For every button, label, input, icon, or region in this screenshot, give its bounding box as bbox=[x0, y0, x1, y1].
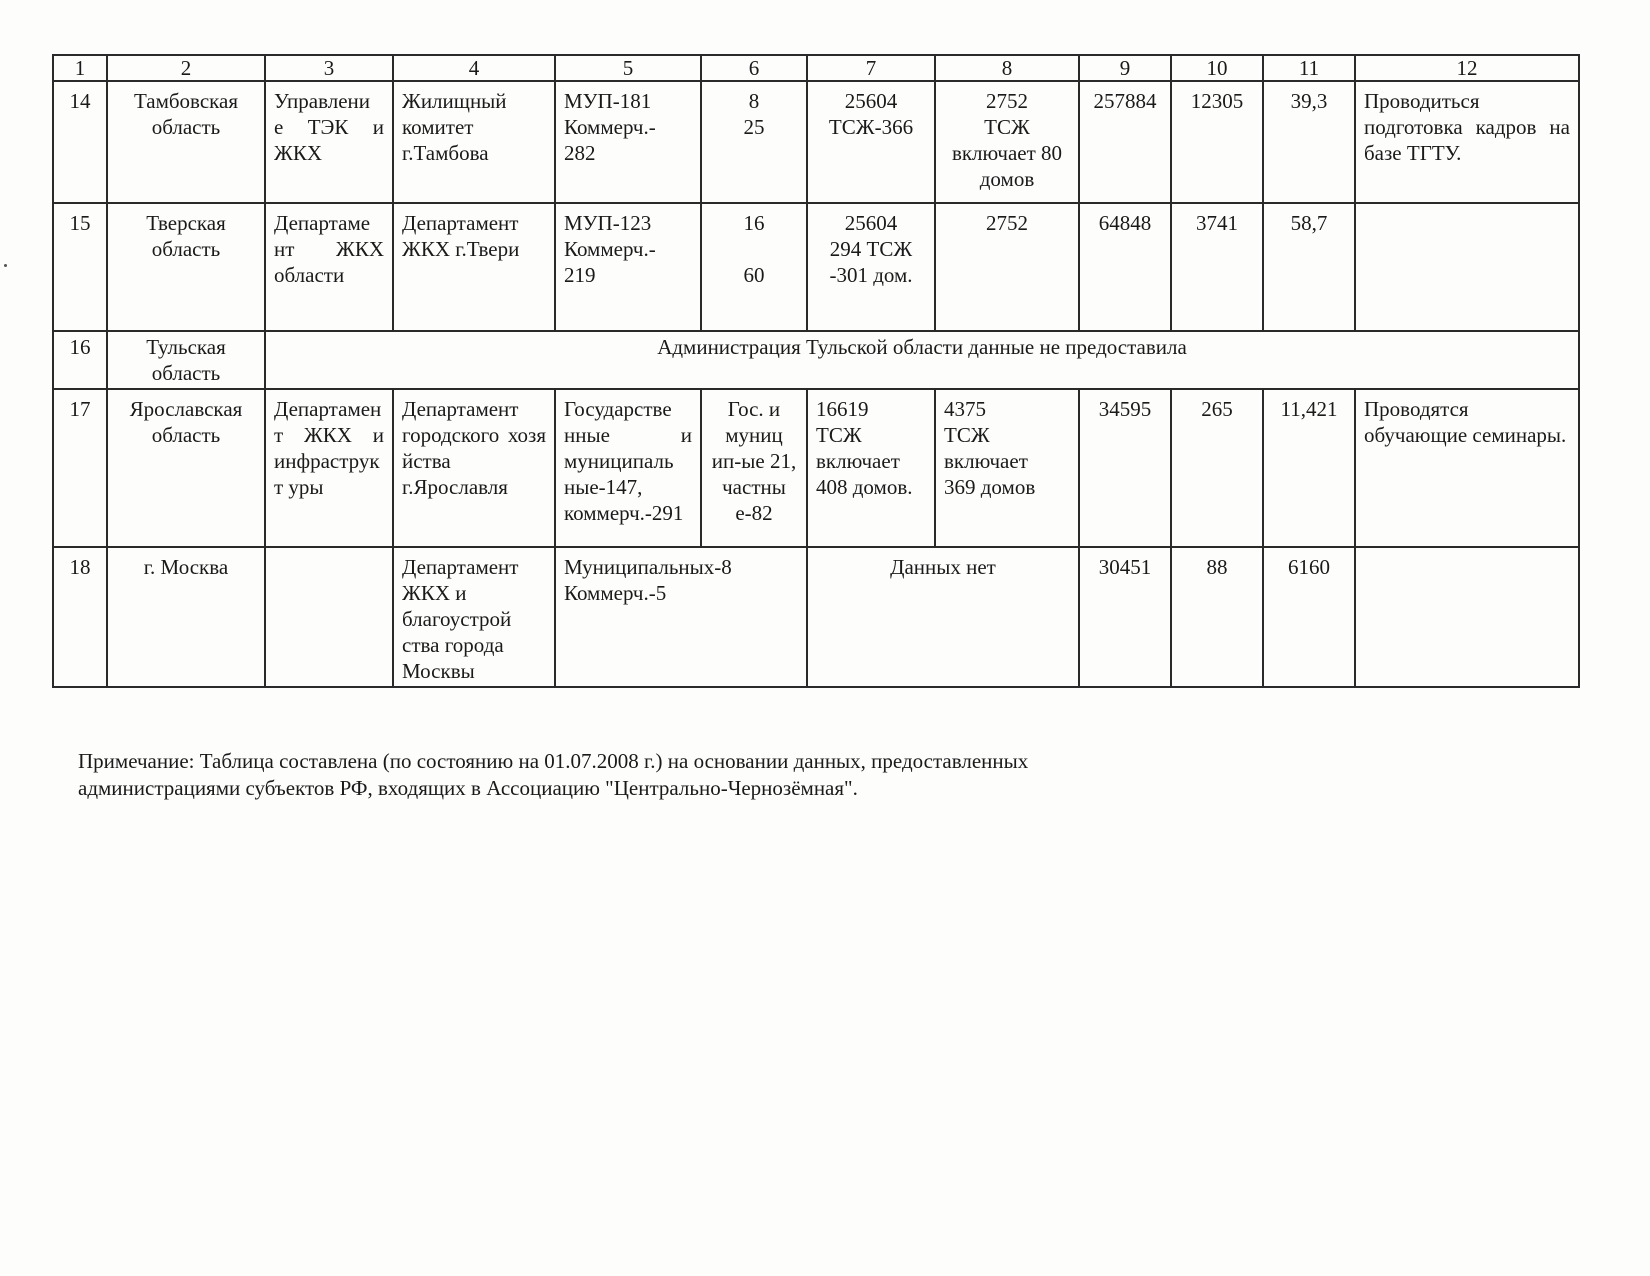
row-number: 16 bbox=[53, 331, 107, 389]
value-cell: 257884 bbox=[1079, 81, 1171, 203]
footnote-line: администрациями субъектов РФ, входящих в Ассоциацию "Центрально-Чернозёмная". bbox=[78, 776, 858, 800]
table-row bbox=[53, 203, 1579, 331]
hoa-houses-cell: 2752 bbox=[935, 203, 1079, 331]
remarks-cell: Проводятся обучающие семинары. bbox=[1355, 389, 1579, 547]
header-cell: 10 bbox=[1171, 55, 1263, 81]
organizations-merged-cell: Муниципальных-8 Коммерч.-5 bbox=[555, 547, 807, 687]
organizations-cell: МУП-123 Коммерч.- 219 bbox=[555, 203, 701, 331]
data-table bbox=[52, 54, 1580, 688]
table-row bbox=[53, 81, 1579, 203]
region-cell: Тамбовская область bbox=[107, 81, 265, 203]
header-cell: 2 bbox=[107, 55, 265, 81]
value-cell: 3741 bbox=[1171, 203, 1263, 331]
header-cell: 1 bbox=[53, 55, 107, 81]
hoa-houses-cell: 4375 ТСЖ включает 369 домов bbox=[935, 389, 1079, 547]
count-cell: 8 25 bbox=[701, 81, 807, 203]
row-number: 17 bbox=[53, 389, 107, 547]
table-row bbox=[53, 331, 1579, 389]
value-cell: 30451 bbox=[1079, 547, 1171, 687]
scan-speck bbox=[4, 264, 7, 267]
header-cell: 9 bbox=[1079, 55, 1171, 81]
count-cell: Гос. и муниц ип-ые 21, частны е-82 bbox=[701, 389, 807, 547]
footnote-line: Примечание: Таблица составлена (по состоянию на 01.07.2008 г.) на основании данных, предоставленных bbox=[78, 749, 1029, 773]
header-cell: 4 bbox=[393, 55, 555, 81]
region-cell: г. Москва bbox=[107, 547, 265, 687]
header-cell: 5 bbox=[555, 55, 701, 81]
hoa-cell: 16619 ТСЖ включает 408 домов. bbox=[807, 389, 935, 547]
value-cell: 11,421 bbox=[1263, 389, 1355, 547]
organizations-cell: МУП-181 Коммерч.- 282 bbox=[555, 81, 701, 203]
no-data-merged-cell: Данных нет bbox=[807, 547, 1079, 687]
row-number: 15 bbox=[53, 203, 107, 331]
value-cell: 6160 bbox=[1263, 547, 1355, 687]
value-cell: 88 bbox=[1171, 547, 1263, 687]
table-row bbox=[53, 389, 1579, 547]
regional-authority-cell bbox=[265, 547, 393, 687]
regional-authority-cell: Департамент ЖКХ и инфраструкт уры bbox=[265, 389, 393, 547]
region-cell: Тульская область bbox=[107, 331, 265, 389]
regional-authority-cell: Управлени е ТЭК и ЖКХ bbox=[265, 81, 393, 203]
table-header-row bbox=[53, 55, 1579, 81]
value-cell: 34595 bbox=[1079, 389, 1171, 547]
hoa-houses-cell: 2752 ТСЖ включает 80 домов bbox=[935, 81, 1079, 203]
region-cell: Ярославская область bbox=[107, 389, 265, 547]
value-cell: 265 bbox=[1171, 389, 1263, 547]
region-cell: Тверская область bbox=[107, 203, 265, 331]
city-authority-cell: Жилищный комитет г.Тамбова bbox=[393, 81, 555, 203]
header-cell: 11 bbox=[1263, 55, 1355, 81]
value-cell: 12305 bbox=[1171, 81, 1263, 203]
organizations-cell: Государстве нные и муниципаль ные-147, коммерч.-291 bbox=[555, 389, 701, 547]
header-cell: 12 bbox=[1355, 55, 1579, 81]
value-cell: 58,7 bbox=[1263, 203, 1355, 331]
footnote bbox=[78, 748, 1378, 802]
table-row bbox=[53, 547, 1579, 687]
hoa-cell: 25604 ТСЖ-366 bbox=[807, 81, 935, 203]
regional-authority-cell: Департаме нт ЖКХ области bbox=[265, 203, 393, 331]
no-data-merged-cell: Администрация Тульской области данные не предоставила bbox=[265, 331, 1579, 389]
city-authority-cell: Департамент ЖКХ и благоустрой ства города Москвы bbox=[393, 547, 555, 687]
count-cell: 16 60 bbox=[701, 203, 807, 331]
hoa-cell: 25604 294 ТСЖ -301 дом. bbox=[807, 203, 935, 331]
remarks-cell: Проводиться подготовка кадров на базе ТГТУ. bbox=[1355, 81, 1579, 203]
header-cell: 7 bbox=[807, 55, 935, 81]
value-cell: 64848 bbox=[1079, 203, 1171, 331]
row-number: 14 bbox=[53, 81, 107, 203]
header-cell: 6 bbox=[701, 55, 807, 81]
value-cell: 39,3 bbox=[1263, 81, 1355, 203]
city-authority-cell: Департамент ЖКХ г.Твери bbox=[393, 203, 555, 331]
city-authority-cell: Департамент городского хозя йства г.Ярославля bbox=[393, 389, 555, 547]
header-cell: 3 bbox=[265, 55, 393, 81]
row-number: 18 bbox=[53, 547, 107, 687]
header-cell: 8 bbox=[935, 55, 1079, 81]
remarks-cell bbox=[1355, 203, 1579, 331]
remarks-cell bbox=[1355, 547, 1579, 687]
